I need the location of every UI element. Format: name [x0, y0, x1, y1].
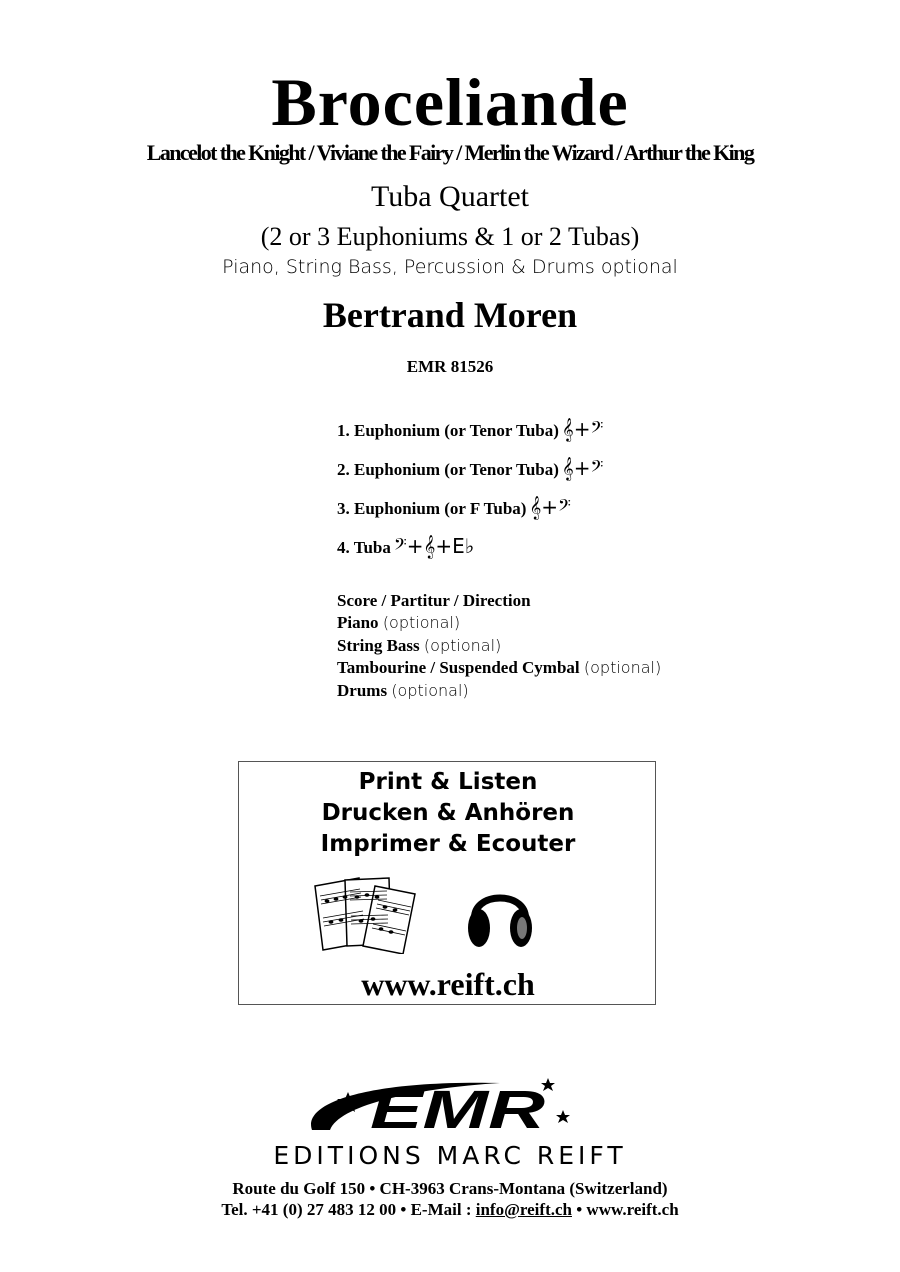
- material-item: [337, 612, 460, 635]
- material-item: [337, 680, 469, 703]
- part-label: 2. Euphonium (or Tenor Tuba): [337, 460, 559, 479]
- headphones-icon: [465, 872, 535, 952]
- promo-line-en: Print & Listen: [358, 769, 538, 795]
- catalog-number: EMR 81526: [406, 357, 494, 376]
- clef-icon: 𝄢+𝄞+E♭: [393, 534, 475, 558]
- clef-icon: 𝄞+𝄢: [529, 495, 571, 519]
- material-item: [337, 635, 501, 658]
- publisher-contact: [0, 1199, 900, 1220]
- material-item: [337, 590, 531, 613]
- ensemble: Tuba Quartet: [370, 180, 530, 213]
- part-label: 1. Euphonium (or Tenor Tuba): [337, 421, 559, 440]
- contact-phone: Tel. +41 (0) 27 483 12 00 • E-Mail :: [221, 1200, 472, 1219]
- material-note: (optional): [382, 613, 461, 632]
- website-link[interactable]: • www.reift.ch: [576, 1200, 679, 1219]
- promo-line-fr: Imprimer & Ecouter: [320, 831, 576, 857]
- material-name: Score / Partitur / Direction: [337, 591, 531, 610]
- title: Broceliande: [271, 64, 629, 140]
- material-note: (optional): [583, 658, 662, 677]
- sheet-music-icon: [311, 872, 423, 954]
- subtitle: Lancelot the Knight / Viviane the Fairy / Merlin the Wizard / Arthur the King: [146, 140, 754, 165]
- composer: Bertrand Moren: [322, 295, 578, 335]
- print-listen-box: [238, 761, 656, 1005]
- promo-line-de: Drucken & Anhören: [321, 800, 575, 826]
- email-link[interactable]: info@reift.ch: [475, 1200, 572, 1219]
- clef-icon: 𝄞+𝄢: [561, 417, 604, 441]
- part-item: [337, 457, 603, 481]
- optional-instruments: Piano, String Bass, Percussion & Drums optional: [222, 256, 678, 278]
- part-label: 4. Tuba: [337, 538, 391, 557]
- promo-website[interactable]: www.reift.ch: [361, 966, 535, 1002]
- part-item: [337, 535, 474, 559]
- material-name: Tambourine / Suspended Cymbal: [337, 658, 580, 677]
- material-note: (optional): [423, 636, 502, 655]
- publisher-address: Route du Golf 150 • CH-3963 Crans-Montana (Switzerland): [232, 1179, 668, 1198]
- material-name: Drums: [337, 681, 388, 700]
- material-name: Piano: [337, 613, 379, 632]
- material-item: [337, 657, 661, 680]
- part-item: [337, 496, 571, 520]
- logo-text: EMR: [370, 1080, 545, 1140]
- clef-icon: 𝄞+𝄢: [561, 456, 604, 480]
- emr-logo: [300, 1068, 590, 1148]
- part-item: [337, 418, 603, 442]
- instrumentation: (2 or 3 Euphoniums & 1 or 2 Tubas): [260, 222, 640, 251]
- publisher-name: EDITIONS MARC REIFT: [273, 1141, 627, 1170]
- material-name: String Bass: [337, 636, 420, 655]
- material-note: (optional): [391, 681, 469, 700]
- part-label: 3. Euphonium (or F Tuba): [337, 499, 527, 518]
